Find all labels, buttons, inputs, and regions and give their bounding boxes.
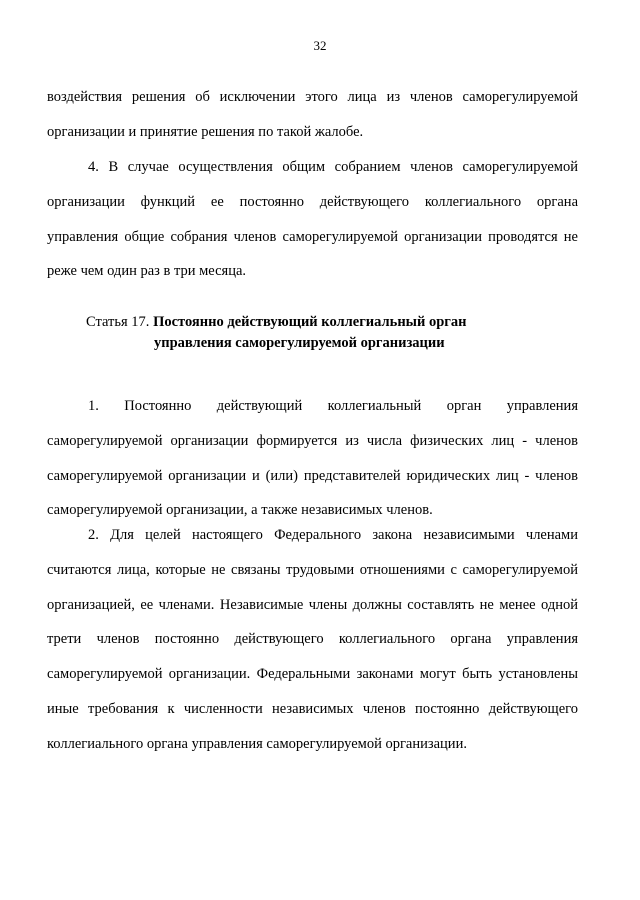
article-item-2: 2. Для целей настоящего Федерального закона независимыми членами считаются лица, которые не связаны трудовыми отношениями с саморегулируемой организацией, ее членами. Независимые члены должны составлять не менее одной трети членов постоянно действующего коллегиального органа управления саморегулируемой организации. Федеральными законами могут быть установлены иные требования к численности независимых членов постоянно действующего коллегиального органа управления саморегулируемой организации. — [47, 527, 578, 752]
article-title-line-1: Постоянно действующий коллегиальный орган — [153, 314, 467, 330]
page-number: 32 — [313, 38, 327, 53]
article-title-line-2: управления саморегулируемой организации — [154, 335, 445, 351]
article-heading — [86, 312, 586, 354]
article-item-1-block — [47, 389, 578, 528]
paragraph-continued: воздействия решения об исключении этого лица из членов саморегулируемой организации и принятие решения по такой жалобе. — [47, 89, 578, 140]
paragraph-continued-block — [47, 80, 578, 150]
article-item-2-block — [47, 518, 578, 762]
article-item-1: 1. Постоянно действующий коллегиальный орган управления саморегулируемой организации формируется из числа физических лиц - членов саморегулируемой организации и (или) представителей юридических лиц - членов саморегулируемой организации, а также независимых членов. — [47, 398, 578, 519]
paragraph-item-4-block — [47, 150, 578, 289]
article-heading-line-1 — [86, 312, 586, 333]
paragraph-item-4: 4. В случае осуществления общим собранием членов саморегулируемой организации функций ее постоянно действующего коллегиального органа управления общие собрания членов саморегулируемой организации проводятся не реже чем один раз в три месяца. — [47, 159, 578, 280]
article-prefix: Статья 17. — [86, 314, 150, 330]
